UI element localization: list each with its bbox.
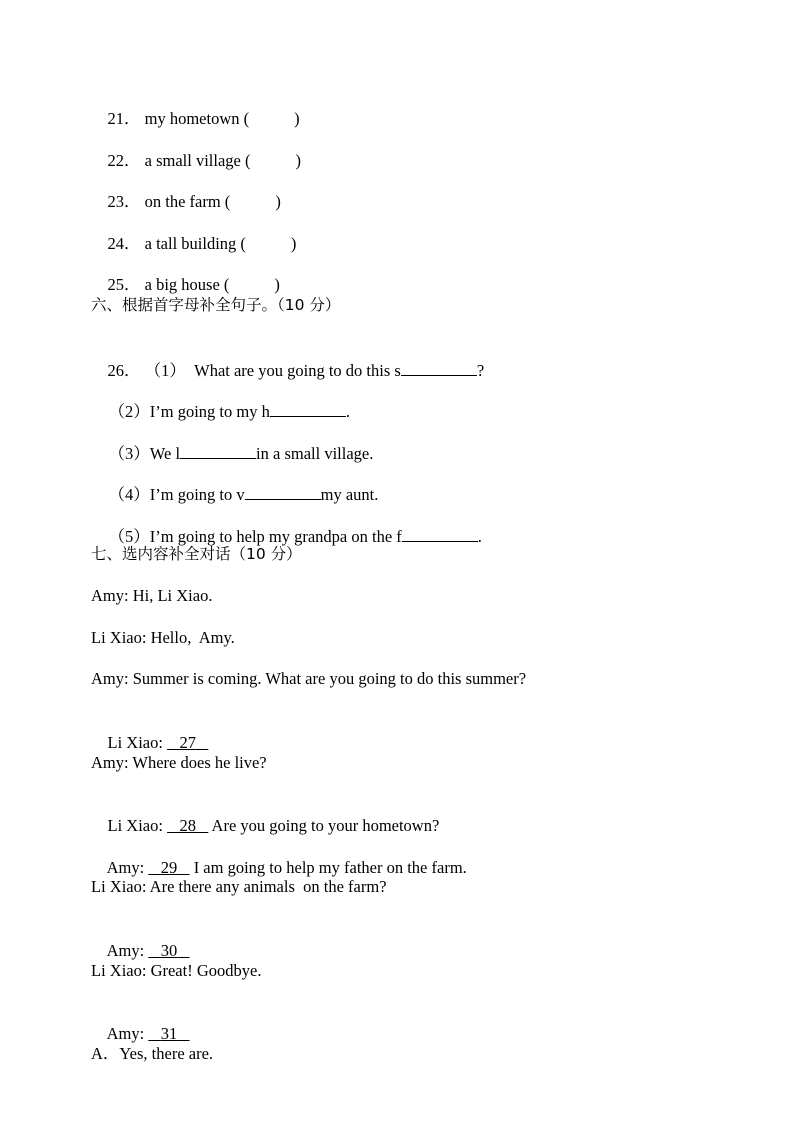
blank-number: 30 xyxy=(160,941,178,960)
item-text: my hometown ( xyxy=(144,109,250,128)
fill-text-after: . xyxy=(345,402,350,421)
dialogue-blank-31[interactable] xyxy=(148,1024,189,1043)
close-paren: ) xyxy=(290,234,297,253)
dialogue-blank-29[interactable] xyxy=(148,858,189,877)
fill-text-before: （5）I’m going to help my grandpa on the f xyxy=(108,527,402,546)
item-text: on the farm ( xyxy=(144,192,231,211)
answer-blank[interactable] xyxy=(402,524,478,542)
answer-blank[interactable] xyxy=(401,358,477,376)
speaker: Amy: xyxy=(106,1024,149,1043)
fill-text-after: . xyxy=(477,527,482,546)
speaker: Li Xiao: xyxy=(107,733,168,752)
dialogue-blank-30[interactable] xyxy=(148,941,189,960)
dialogue-text: Are you going to your hometown? xyxy=(208,816,440,835)
close-paren: ) xyxy=(274,275,280,294)
dialogue-line: Li Xiao: Are there any animals on the farm? xyxy=(91,877,387,896)
item-number: 22． xyxy=(107,151,141,170)
item-text: a small village ( xyxy=(144,151,251,170)
section-6-heading: 六、根据首字母补全句子。（10 分） xyxy=(91,296,341,314)
close-paren: ) xyxy=(295,151,301,170)
answer-blank[interactable] xyxy=(180,441,256,459)
blank-number: 28 xyxy=(179,816,196,835)
dialogue-line: Li Xiao: Great! Goodbye. xyxy=(91,961,262,980)
dialogue-line: Amy: Where does he live? xyxy=(91,753,267,772)
option-a: A．Yes, there are. xyxy=(91,1044,214,1063)
item-number: 21． xyxy=(107,109,141,128)
close-paren: ) xyxy=(294,109,300,128)
speaker: Amy: xyxy=(106,858,149,877)
question-number: 26． xyxy=(107,361,141,380)
fill-text-before: （3）We l xyxy=(108,444,181,463)
fill-text-before: （1） What are you going to do this s xyxy=(144,361,401,380)
item-text: a big house ( xyxy=(144,275,230,294)
blank-number: 29 xyxy=(160,858,178,877)
answer-blank[interactable] xyxy=(245,482,321,500)
close-paren: ) xyxy=(275,192,281,211)
fill-text-after: my aunt. xyxy=(320,485,379,504)
blank-number: 27 xyxy=(179,733,196,752)
section-7-heading: 七、选内容补全对话（10 分） xyxy=(91,545,302,563)
item-number: 24． xyxy=(107,234,141,253)
dialogue-line: Li Xiao: Hello, Amy. xyxy=(91,628,235,647)
answer-blank[interactable] xyxy=(270,399,346,417)
dialogue-line: Amy: Summer is coming. What are you going to do this summer? xyxy=(91,669,527,688)
dialogue-blank-28[interactable] xyxy=(167,816,208,835)
dialogue-line: Amy: Hi, Li Xiao. xyxy=(91,586,213,605)
fill-text-after: ? xyxy=(476,361,485,380)
blank-number: 31 xyxy=(160,1024,178,1043)
speaker: Li Xiao: xyxy=(107,816,168,835)
fill-text-after: in a small village. xyxy=(256,444,374,463)
speaker: Amy: xyxy=(106,941,149,960)
item-text: a tall building ( xyxy=(144,234,246,253)
item-number: 25． xyxy=(107,275,141,294)
item-number: 23． xyxy=(107,192,141,211)
dialogue-text: I am going to help my father on the farm. xyxy=(189,858,467,877)
fill-text-before: （2）I’m going to my h xyxy=(108,402,270,421)
fill-text-before: （4）I’m going to v xyxy=(108,485,245,504)
dialogue-blank-27[interactable] xyxy=(167,733,208,752)
